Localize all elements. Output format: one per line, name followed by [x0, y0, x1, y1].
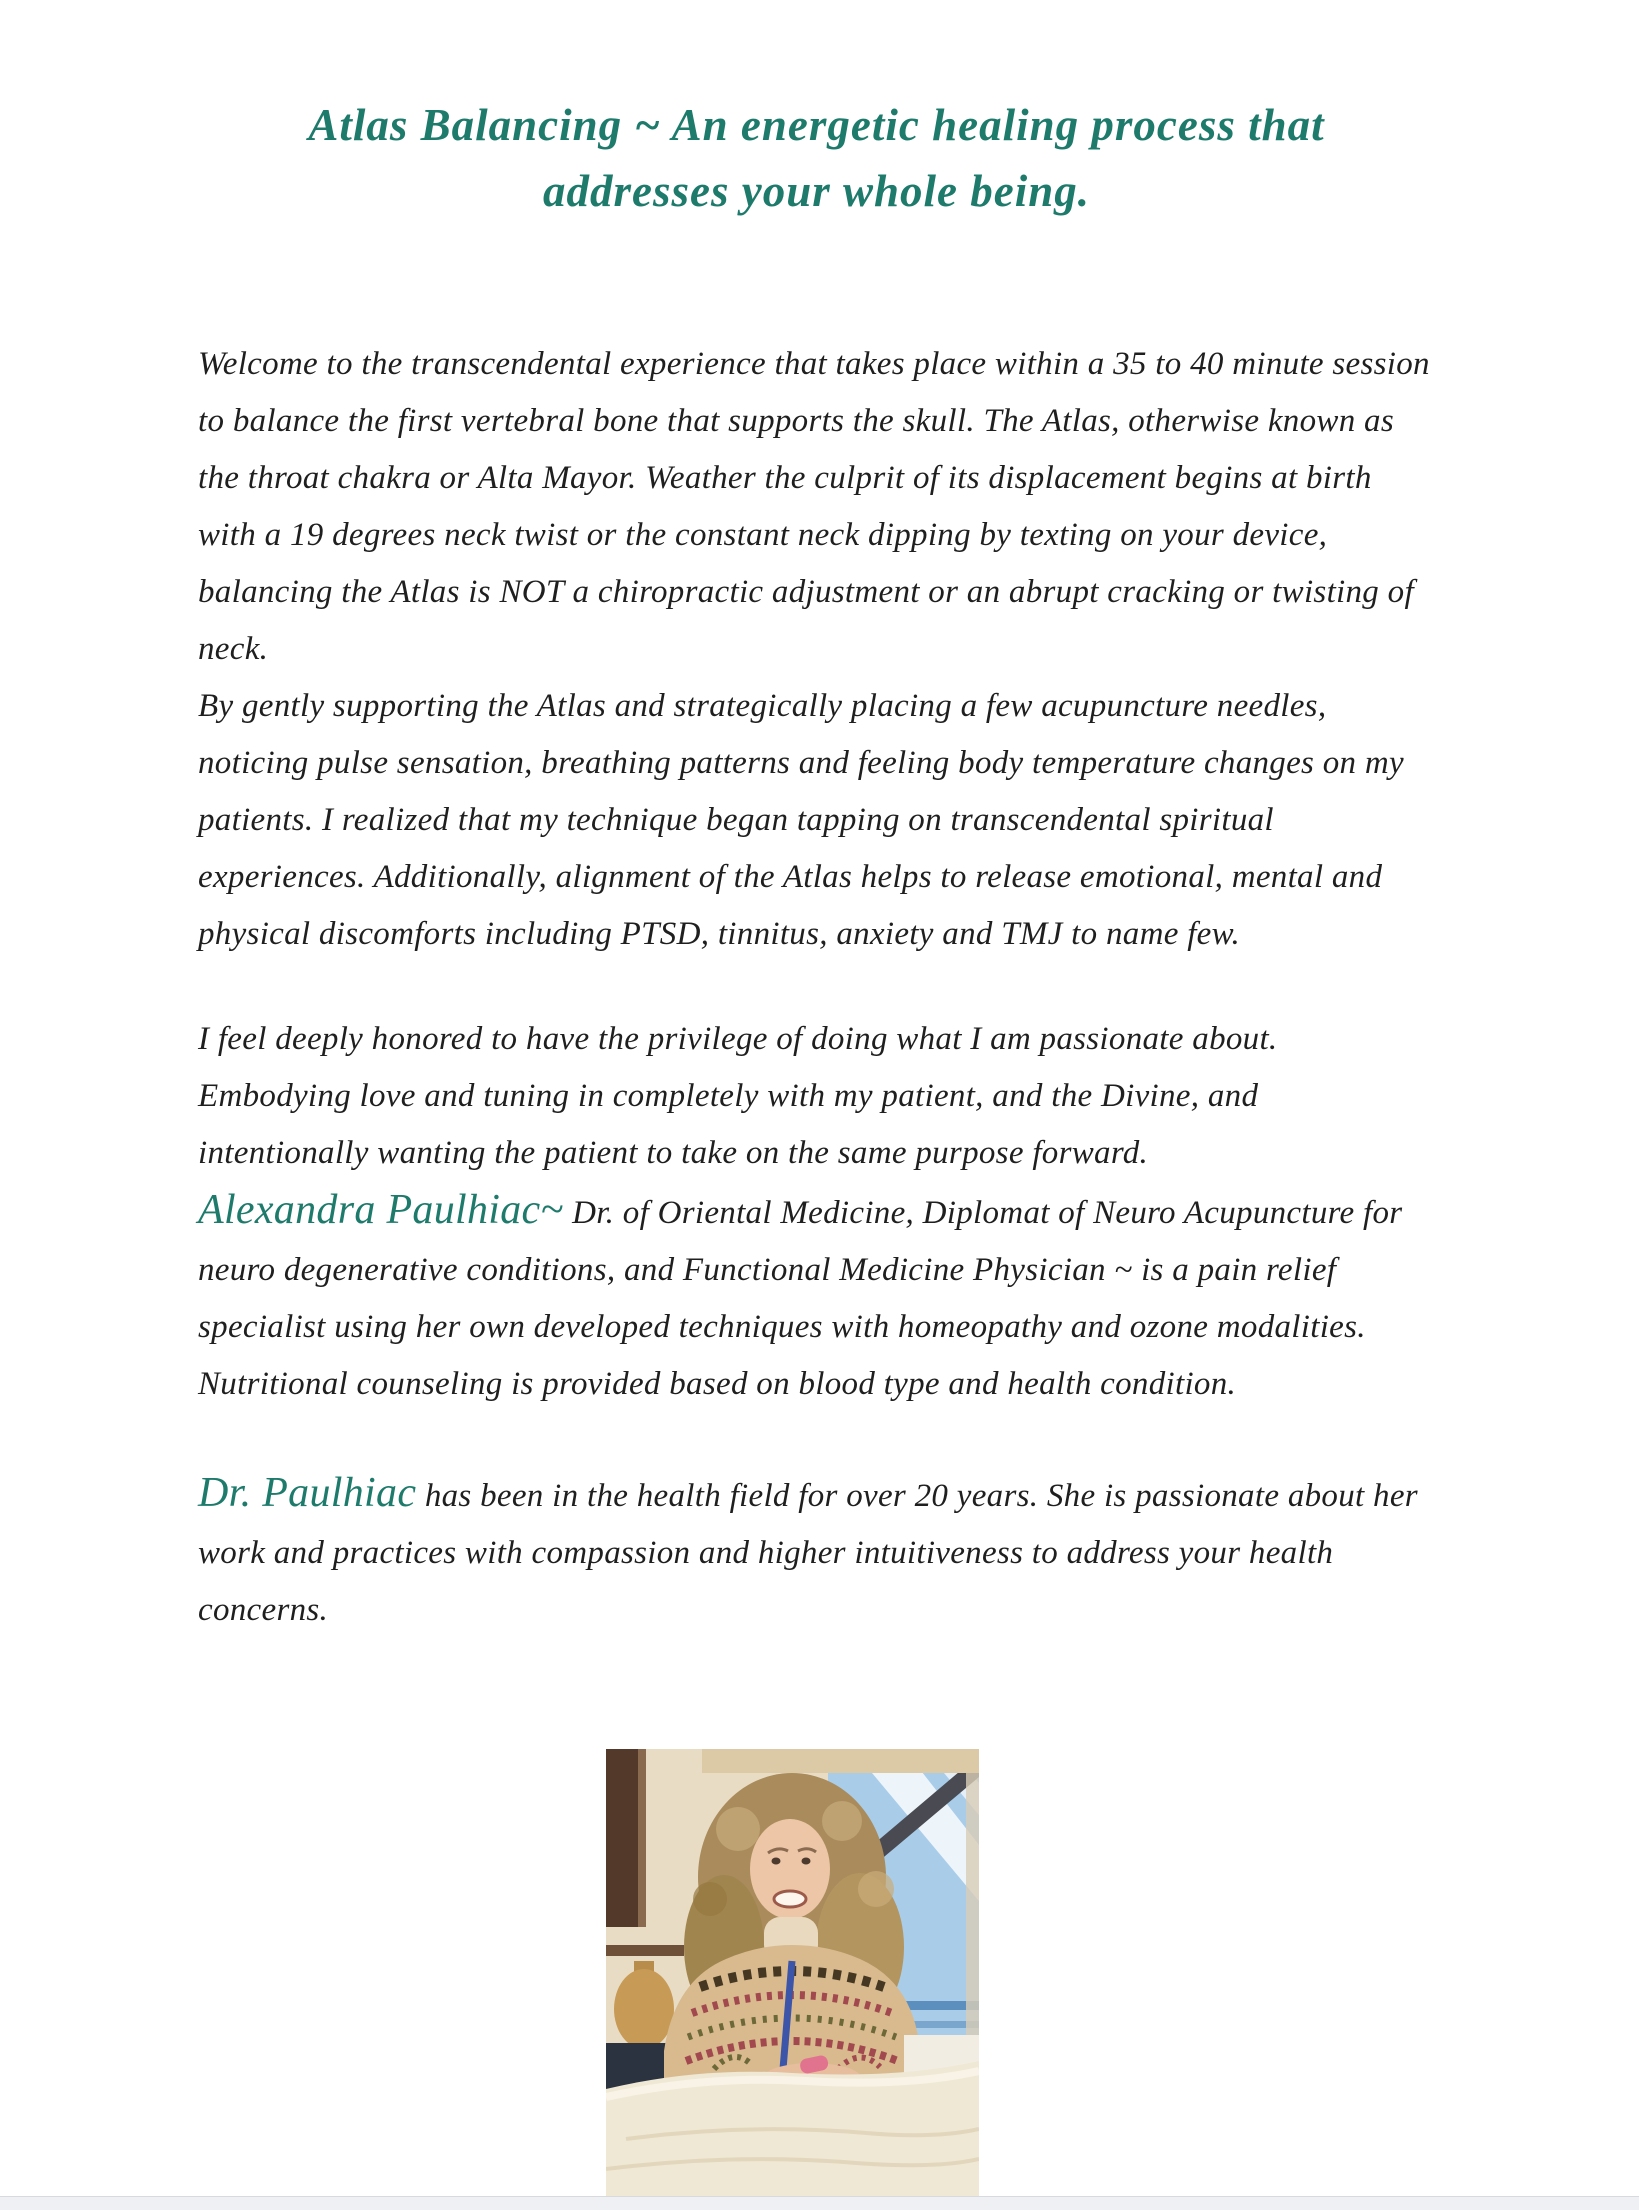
- photo-massage-table: [606, 2061, 979, 2197]
- portrait-photo: [606, 1749, 979, 2197]
- photo-ceiling-beam: [702, 1749, 979, 1773]
- alexandra-bio-text: Dr. of Oriental Medicine, Diplomat of Neuro Acupuncture for neuro degenerative conditions, and Functional Medicine Physician ~ is a pain relief specialist using her own developed techniques with homeopathy and ozone modalities. Nutritional counseling is provided based on blood type and health condition.: [198, 1195, 1403, 1402]
- paragraph-technique: [198, 678, 1435, 963]
- paragraph-honored: [198, 1011, 1435, 1182]
- paragraph-honored-text: I feel deeply honored to have the privilege of doing what I am passionate about. Embodying love and tuning in completely with my patient, and the Divine, and intentionally wanting the patient to take on the same purpose forward.: [198, 1021, 1278, 1171]
- document-body: [0, 92, 1639, 1639]
- paragraph-welcome-text: Welcome to the transcendental experience that takes place within a 35 to 40 minute session to balance the first vertebral bone that supports the skull. The Atlas, otherwise known as the throat chakra or Alta Mayor. Weather the culprit of its displacement begins at birth with a 19 degrees neck twist or the constant neck dipping by texting on your device, balancing the Atlas is NOT a chiropractic adjustment or an abrupt cracking or twisting of neck.: [198, 346, 1430, 667]
- window-bottom-edge: [0, 2196, 1639, 2210]
- page-title: [198, 92, 1435, 224]
- paragraph-alexandra-bio: [198, 1182, 1435, 1413]
- document-page: [0, 92, 1639, 2210]
- alexandra-name-lead: Alexandra Paulhiac~: [198, 1187, 564, 1233]
- title-line-2: addresses your whole being.: [542, 166, 1091, 216]
- portrait-photo-illustration: [606, 1749, 979, 2197]
- paragraph-welcome: [198, 336, 1435, 678]
- paragraph-dr-paulhiac: [198, 1465, 1435, 1639]
- photo-face: [750, 1819, 830, 1919]
- title-line-1: Atlas Balancing ~ An energetic healing process that: [308, 100, 1325, 150]
- dr-paulhiac-text: has been in the health field for over 20 years. She is passionate about her work and practices with compassion and higher intuitiveness to address your health concerns.: [198, 1478, 1418, 1628]
- paragraph-technique-text: By gently supporting the Atlas and strategically placing a few acupuncture needles, noticing pulse sensation, breathing patterns and feeling body temperature changes on my patients. I realized that my technique began tapping on transcendental spiritual experiences. Additionally, alignment of the Atlas helps to release emotional, mental and physical discomforts including PTSD, tinnitus, anxiety and TMJ to name few.: [198, 688, 1404, 952]
- dr-paulhiac-name-lead: Dr. Paulhiac: [198, 1470, 417, 1516]
